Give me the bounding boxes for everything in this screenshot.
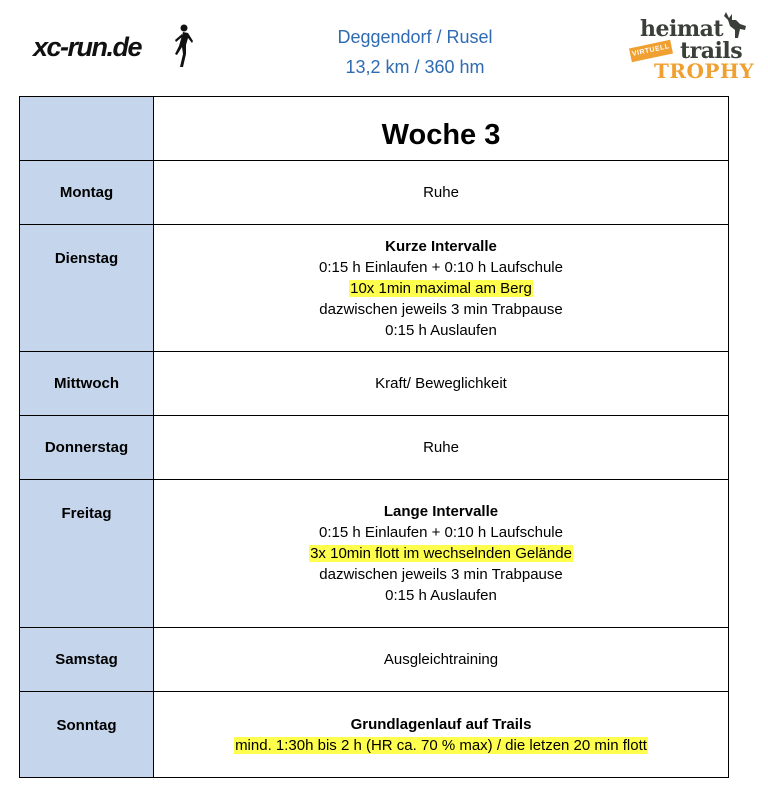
activity-line bbox=[154, 320, 728, 341]
title-row-empty-cell bbox=[20, 97, 154, 161]
activity-line bbox=[154, 299, 728, 320]
activity-text: 0:15 h Einlaufen + 0:10 h Laufschule bbox=[319, 524, 563, 541]
activity-text: dazwischen jeweils 3 min Trabpause bbox=[319, 566, 563, 583]
day-activity bbox=[154, 628, 729, 692]
day-activity bbox=[154, 161, 729, 225]
day-activity bbox=[154, 225, 729, 352]
activity-text: Ausgleichtraining bbox=[383, 651, 499, 668]
activity-line bbox=[154, 649, 728, 670]
heimat-trails-trophy-logo bbox=[620, 10, 760, 85]
day-label: Sonntag bbox=[20, 692, 154, 778]
activity-text: Ruhe bbox=[423, 439, 459, 456]
route-info bbox=[280, 22, 550, 82]
highlighted-text: mind. 1:30h bis 2 h (HR ca. 70 % max) / die letzen 20 min flott bbox=[235, 736, 647, 754]
distance-text: 13,2 km / 360 hm bbox=[345, 57, 485, 77]
activity-line bbox=[154, 714, 728, 735]
activity-heading: Grundlagenlauf auf Trails bbox=[350, 715, 532, 733]
day-label: Mittwoch bbox=[20, 352, 154, 416]
location-text: Deggendorf / Rusel bbox=[337, 27, 493, 47]
runner-icon bbox=[171, 24, 193, 68]
day-label: Donnerstag bbox=[20, 416, 154, 480]
day-label: Dienstag bbox=[20, 225, 154, 352]
day-row bbox=[20, 692, 729, 778]
activity-line bbox=[154, 236, 728, 257]
day-activity bbox=[154, 416, 729, 480]
day-row bbox=[20, 225, 729, 352]
activity-line bbox=[154, 564, 728, 585]
activity-heading: Lange Intervalle bbox=[383, 503, 499, 520]
day-label: Montag bbox=[20, 161, 154, 225]
day-row bbox=[20, 628, 729, 692]
activity-heading: Kurze Intervalle bbox=[385, 237, 497, 255]
activity-line bbox=[154, 543, 728, 564]
logo-trails-text: trails bbox=[680, 38, 743, 64]
activity-text: Ruhe bbox=[423, 184, 459, 201]
logo-heimat-text: heimat bbox=[640, 16, 724, 42]
activity-line bbox=[154, 257, 728, 278]
activity-line bbox=[154, 735, 728, 756]
xc-run-logo bbox=[33, 24, 203, 74]
activity-line bbox=[154, 182, 728, 203]
week-title: Woche 3 bbox=[154, 97, 729, 161]
day-activity bbox=[154, 480, 729, 628]
title-row bbox=[20, 97, 729, 161]
training-plan-table bbox=[19, 96, 729, 778]
activity-text: Kraft/ Beweglichkeit bbox=[375, 375, 507, 392]
highlighted-text: 3x 10min flott im wechselnden Gelände bbox=[310, 545, 572, 562]
activity-text: 0:15 h Einlaufen + 0:10 h Laufschule bbox=[319, 258, 563, 276]
day-activity bbox=[154, 692, 729, 778]
activity-text: 0:15 h Auslaufen bbox=[385, 321, 497, 339]
activity-line bbox=[154, 501, 728, 522]
activity-line bbox=[154, 278, 728, 299]
page-header bbox=[0, 0, 768, 95]
activity-text: 0:15 h Auslaufen bbox=[385, 587, 497, 604]
activity-line bbox=[154, 585, 728, 606]
day-label: Samstag bbox=[20, 628, 154, 692]
day-row bbox=[20, 161, 729, 225]
logo-virtual-badge: VIRTUELL bbox=[629, 40, 673, 62]
activity-line bbox=[154, 437, 728, 458]
day-activity bbox=[154, 352, 729, 416]
activity-line bbox=[154, 522, 728, 543]
activity-text: dazwischen jeweils 3 min Trabpause bbox=[319, 300, 563, 318]
day-row bbox=[20, 480, 729, 628]
deer-icon bbox=[720, 10, 750, 40]
highlighted-text: 10x 1min maximal am Berg bbox=[350, 279, 532, 297]
logo-trophy-text: TROPHY bbox=[654, 59, 755, 83]
day-row bbox=[20, 352, 729, 416]
activity-line bbox=[154, 373, 728, 394]
xc-run-logo-text: xc-run.de bbox=[33, 32, 142, 62]
day-row bbox=[20, 416, 729, 480]
day-label: Freitag bbox=[20, 480, 154, 628]
